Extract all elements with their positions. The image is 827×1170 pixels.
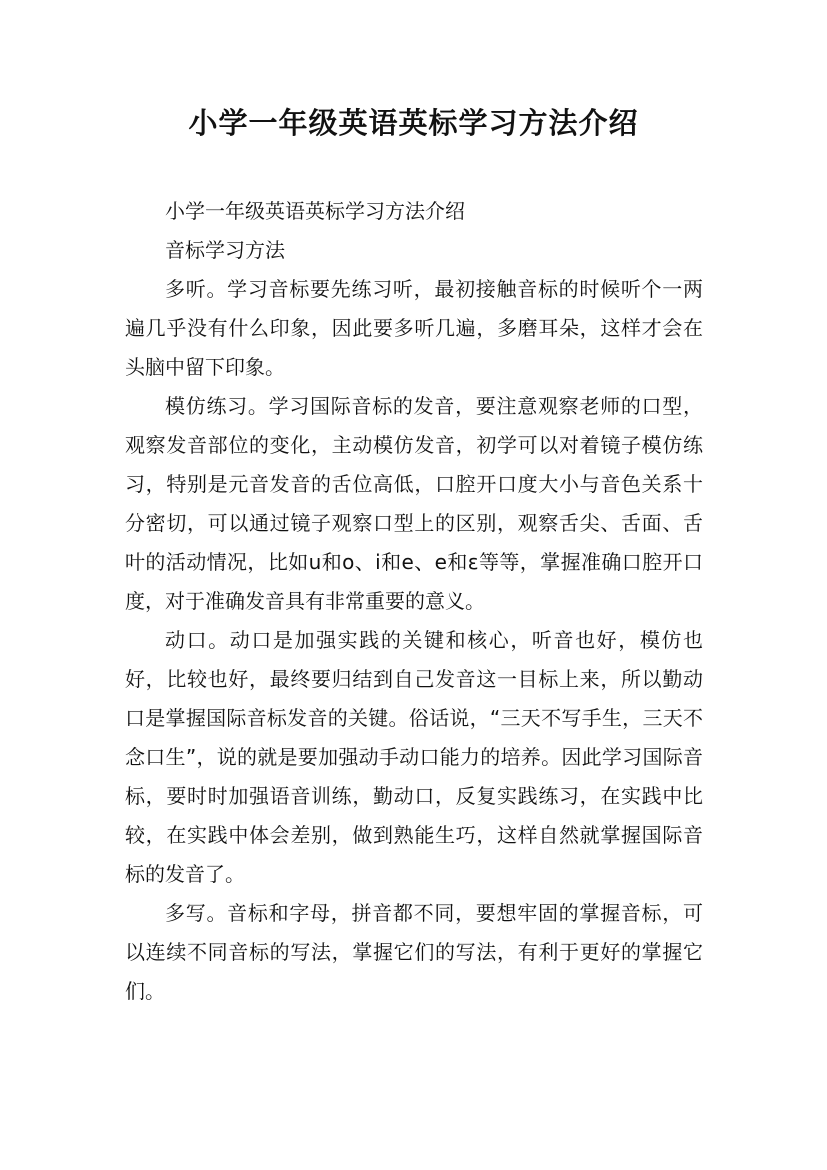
paragraph-imitation-practice: 模仿练习。学习国际音标的发音，要注意观察老师的口型，观察发音部位的变化，主动模仿发音，初学可以对着镜子模仿练习，特别是元音发音的舌位高低，口腔开口度大小与音色关系十分密切，可以通过镜子观察口型上的区别，观察舌尖、舌面、舌叶的活动情况，比如u和o、i和e、e和ε等等，掌握准确口腔开口度，对于准确发音具有非常重要的意义。 [125,394,703,613]
document-title: 小学一年级英语英标学习方法介绍 [188,106,639,140]
paragraph-speak-more: 动口。动口是加强实践的关键和核心，听音也好，模仿也好，比较也好，最终要归结到自己发音这一目标上来，所以勤动口是掌握国际音标发音的关键。俗话说，“三天不写手生，三天不念口生”，说的就是要加强动手动口能力的培养。因此学习国际音标，要时时加强语音训练，勤动口，反复实践练习，在实践中比较，在实践中体会差别，做到熟能生巧，这样自然就掌握国际音标的发音了。 [125,628,703,886]
paragraph-write-more: 多写。音标和字母，拼音都不同，要想牢固的掌握音标，可以连续不同音标的写法，掌握它们的写法，有利于更好的掌握它们。 [125,901,703,1003]
paragraph-listen-more: 多听。学习音标要先练习听，最初接触音标的时候听个一两遍几乎没有什么印象，因此要多听几遍，多磨耳朵，这样才会在头脑中留下印象。 [125,277,703,379]
paragraph-section-heading: 音标学习方法 [165,238,285,262]
paragraph-repeat-title: 小学一年级英语英标学习方法介绍 [165,199,465,223]
document-body [125,192,703,1011]
